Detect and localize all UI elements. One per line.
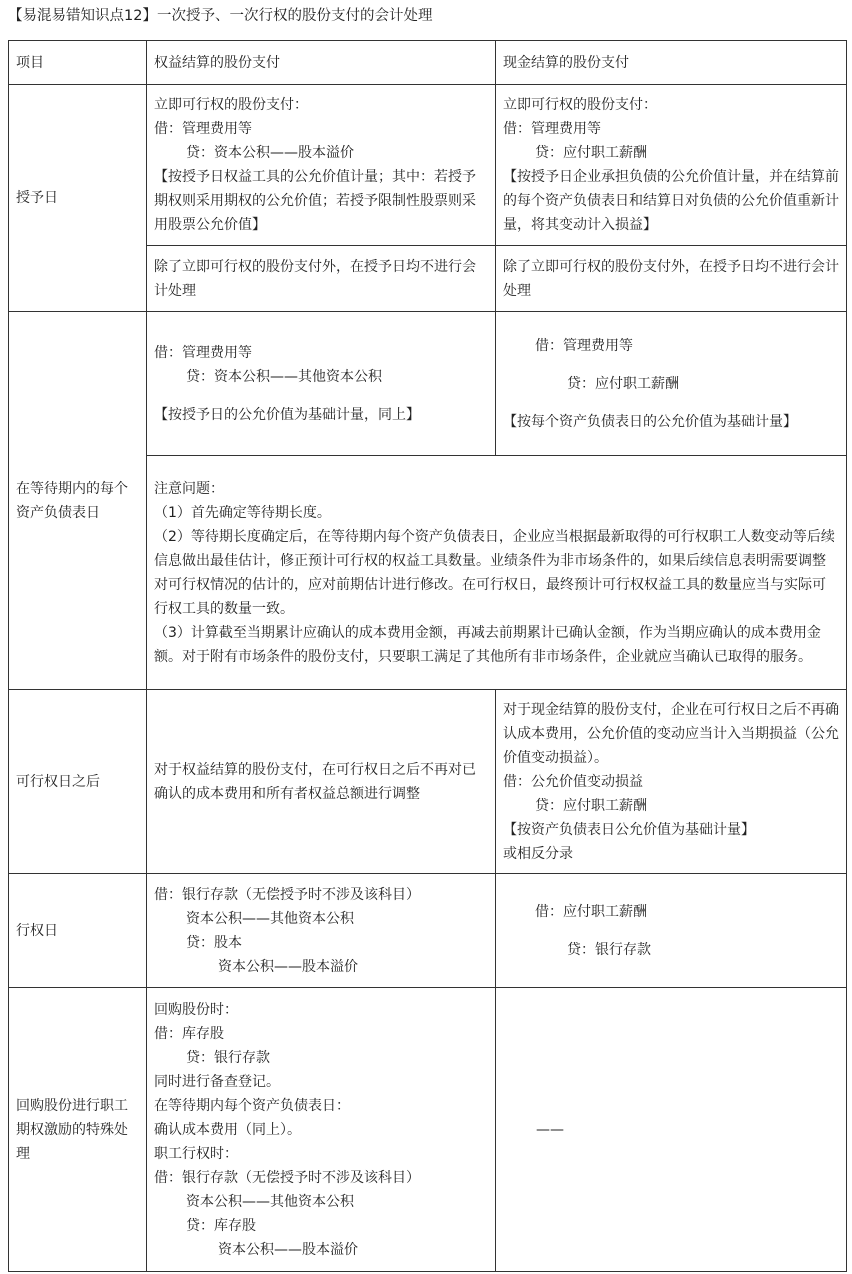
after-vesting-equity: 对于权益结算的股份支付，在可行权日之后不再对已确认的成本费用和所有者权益总额进行调整: [147, 690, 496, 874]
buyback-label: 回购股份进行职工期权激励的特殊处理: [9, 988, 147, 1272]
after-vesting-label: 可行权日之后: [9, 690, 147, 874]
buyback-cash: ——: [496, 988, 847, 1272]
exercise-label: 行权日: [9, 874, 147, 988]
waiting-row-a: [9, 312, 847, 456]
exercise-equity: 借：银行存款（无偿授予时不涉及该科目） 资本公积——其他资本公积 贷：股本 资本公积——股本溢价: [147, 874, 496, 988]
grant-equity-cell: 立即可行权的股份支付： 借：管理费用等 贷：资本公积——股本溢价 【按授予日权益工具的公允价值计量；其中：若授予期权则采用期权的公允价值；若授予限制性股票则采用股票公允价值】: [147, 85, 496, 246]
waiting-equity-cell: 借：管理费用等 贷：资本公积——其他资本公积 【按授予日的公允价值为基础计量，同上】: [147, 312, 496, 456]
buyback-row: [9, 988, 847, 1272]
grant-label: 授予日: [9, 85, 147, 312]
header-cash: 现金结算的股份支付: [496, 41, 847, 85]
waiting-label: 在等待期内的每个资产负债表日: [9, 312, 147, 690]
waiting-cash-cell: 借：管理费用等 贷：应付职工薪酬 【按每个资产负债表日的公允价值为基础计量】: [496, 312, 847, 456]
grant-cash-cell: 立即可行权的股份支付： 借：管理费用等 贷：应付职工薪酬 【按授予日企业承担负债的公允价值计量，并在结算前的每个资产负债表日和结算日对负债的公允价值重新计量，将其变动计入损益】: [496, 85, 847, 246]
header-item: 项目: [9, 41, 147, 85]
after-vesting-cash: 对于现金结算的股份支付，企业在可行权日之后不再确认成本费用，公允价值的变动应当计入当期损益（公允价值变动损益）。 借：公允价值变动损益 贷：应付职工薪酬 【按资产负债表日公允价值为基础计量】 或相反分录: [496, 690, 847, 874]
exercise-cash: 借：应付职工薪酬 贷：银行存款: [496, 874, 847, 988]
grant-cash-other: 除了立即可行权的股份支付外，在授予日均不进行会计处理: [496, 246, 847, 312]
comparison-table: [8, 40, 847, 1272]
after-vesting-row: [9, 690, 847, 874]
waiting-notes: 注意问题： （1）首先确定等待期长度。 （2）等待期长度确定后，在等待期内每个资产负债表日，企业应当根据最新取得的可行权职工人数变动等后续信息做出最佳估计，修正预计可行权的权益工具数量。业绩条件为非市场条件的，如果后续信息表明需要调整对可行权情况的估计的，应对前期估计进行修改。在可行权日，最终预计可行权权益工具的数量应当与实际可行权工具的数量一致。 （3）计算截至当期累计应确认的成本费用金额，再减去前期累计已确认金额，作为当期应确认的成本费用金额。对于附有市场条件的股份支付，只要职工满足了其他所有非市场条件，企业就应当确认已取得的服务。: [147, 456, 847, 690]
grant-row-a: [9, 85, 847, 246]
exercise-row: [9, 874, 847, 988]
header-equity: 权益结算的股份支付: [147, 41, 496, 85]
page-title: 【易混易错知识点12】一次授予、一次行权的股份支付的会计处理: [8, 8, 433, 24]
buyback-equity: 回购股份时： 借：库存股 贷：银行存款 同时进行备查登记。 在等待期内每个资产负债表日： 确认成本费用（同上）。 职工行权时： 借：银行存款（无偿授予时不涉及该科目） 资本公积——其他资本公积 贷：库存股 资本公积——股本溢价: [147, 988, 496, 1272]
grant-equity-other: 除了立即可行权的股份支付外，在授予日均不进行会计处理: [147, 246, 496, 312]
header-row: [9, 41, 847, 85]
